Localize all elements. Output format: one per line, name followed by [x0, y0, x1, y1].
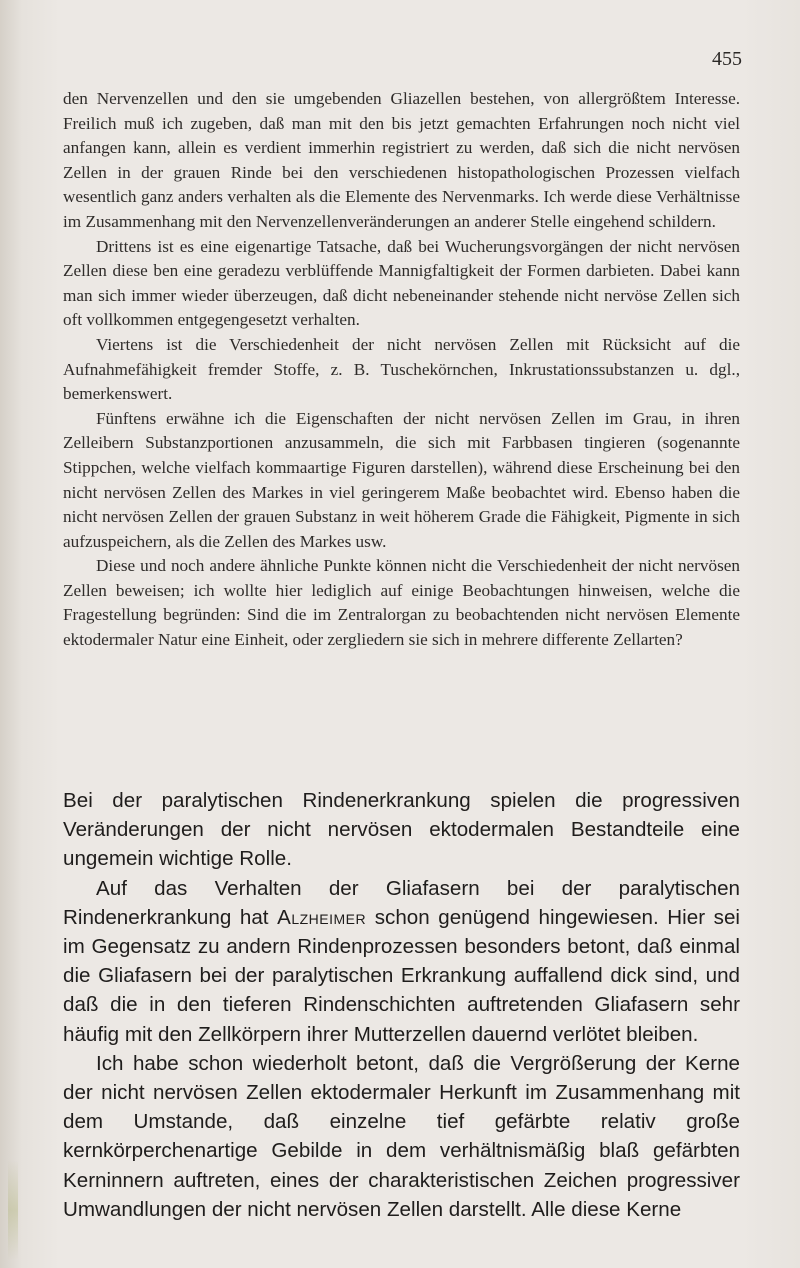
author-name: Alzheimer	[277, 905, 367, 929]
large-print-section	[63, 786, 740, 1224]
text-run: schon genügend hingewiesen. Hier sei im Gegensatz zu andern Rindenprozessen besonders betont, daß einmal die Gliafasern bei der paralytischen Erkrankung auffallend dick sind, und daß die in den tieferen Rindenschichten auftretenden Gliafasern sehr häufig mit den Zellkörpern ihrer Mutterzellen dauernd verlötet bleiben.	[63, 905, 740, 1046]
paragraph: Drittens ist es eine eigenartige Tatsache, daß bei Wucherungsvorgängen der nicht nervösen Zellen diese ben eine geradezu verblüffende Mannigfaltigkeit der Formen darbieten. Dabei kann man sich immer wieder überzeugen, daß dicht nebeneinander stehende nicht nervöse Zellen sich oft vollkommen entgegengesetzt verhalten.	[63, 236, 740, 330]
paragraph: Bei der paralytischen Rindenerkrankung spielen die progressiven Veränderungen der nicht nervösen ektodermalen Bestandteile eine ungemein wichtige Rolle.	[63, 789, 740, 871]
small-print-section	[63, 87, 740, 653]
paragraph: Viertens ist die Verschiedenheit der nicht nervösen Zellen mit Rücksicht auf die Aufnahmefähigkeit fremder Stoffe, z. B. Tuschekörnchen, Inkrustationssubstanzen u. dgl., bemerkenswert.	[63, 334, 740, 404]
paragraph: Fünftens erwähne ich die Eigenschaften der nicht nervösen Zellen im Grau, in ihren Zelleibern Substanzportionen anzusammeln, die sich mit Farbbasen tingieren (sogenannte Stippchen, welche vielfach kommaartige Figuren darstellen), während diese Erscheinung bei den nicht nervösen Zellen des Markes in viel geringerem Maße beobachtet wird. Ebenso haben die nicht nervösen Zellen der grauen Substanz in weit höherem Grade die Fähigkeit, Pigmente in sich aufzuspeichern, als die Zellen des Markes usw.	[63, 408, 740, 551]
text-run: Auf das Verhalten der Gliafasern bei der paralytischen Rindenerkrankung hat	[63, 876, 740, 929]
paper-stain	[8, 1160, 18, 1260]
page-number: 455	[712, 48, 742, 70]
paragraph	[63, 874, 740, 1049]
paragraph: Ich habe schon wiederholt betont, daß die Vergrößerung der Kerne der nicht nervösen Zellen ektodermaler Herkunft im Zusammenhang mit dem Umstande, daß einzelne tief gefärbte relativ große kernkörperchenartige Gebilde in dem verhältnismäßig blaß gefärbten Kerninnern auftreten, eines der charakteristischen Zeichen progressiver Umwandlungen der nicht nervösen Zellen darstellt. Alle diese Kerne	[63, 1051, 740, 1221]
binding-shadow	[0, 0, 22, 1268]
paragraph: den Nervenzellen und den sie umgebenden Gliazellen bestehen, von allergrößtem Interesse. Freilich muß ich zugeben, daß man mit den bis jetzt gemachten Erfahrungen noch nicht viel anfangen kann, allein es verdient immerhin registriert zu werden, daß sich die nicht nervösen Zellen in der grauen Rinde bei den verschiedenen histopathologischen Prozessen vielfach wesentlich ganz anders verhalten als die Elemente des Nervenmarks. Ich werde diese Verhältnisse im Zusammenhang mit den Nervenzellenveränderungen an anderer Stelle eingehend schildern.	[63, 89, 740, 231]
paragraph: Diese und noch andere ähnliche Punkte können nicht die Verschiedenheit der nicht nervösen Zellen beweisen; ich wollte hier lediglich auf einige Beobachtungen hinweisen, welche die Fragestellung begründen: Sind die im Zentralorgan zu beobachtenden nicht nervösen Elemente ektodermaler Natur eine Einheit, oder zergliedern sie sich in mehrere differente Zellarten?	[63, 556, 740, 650]
